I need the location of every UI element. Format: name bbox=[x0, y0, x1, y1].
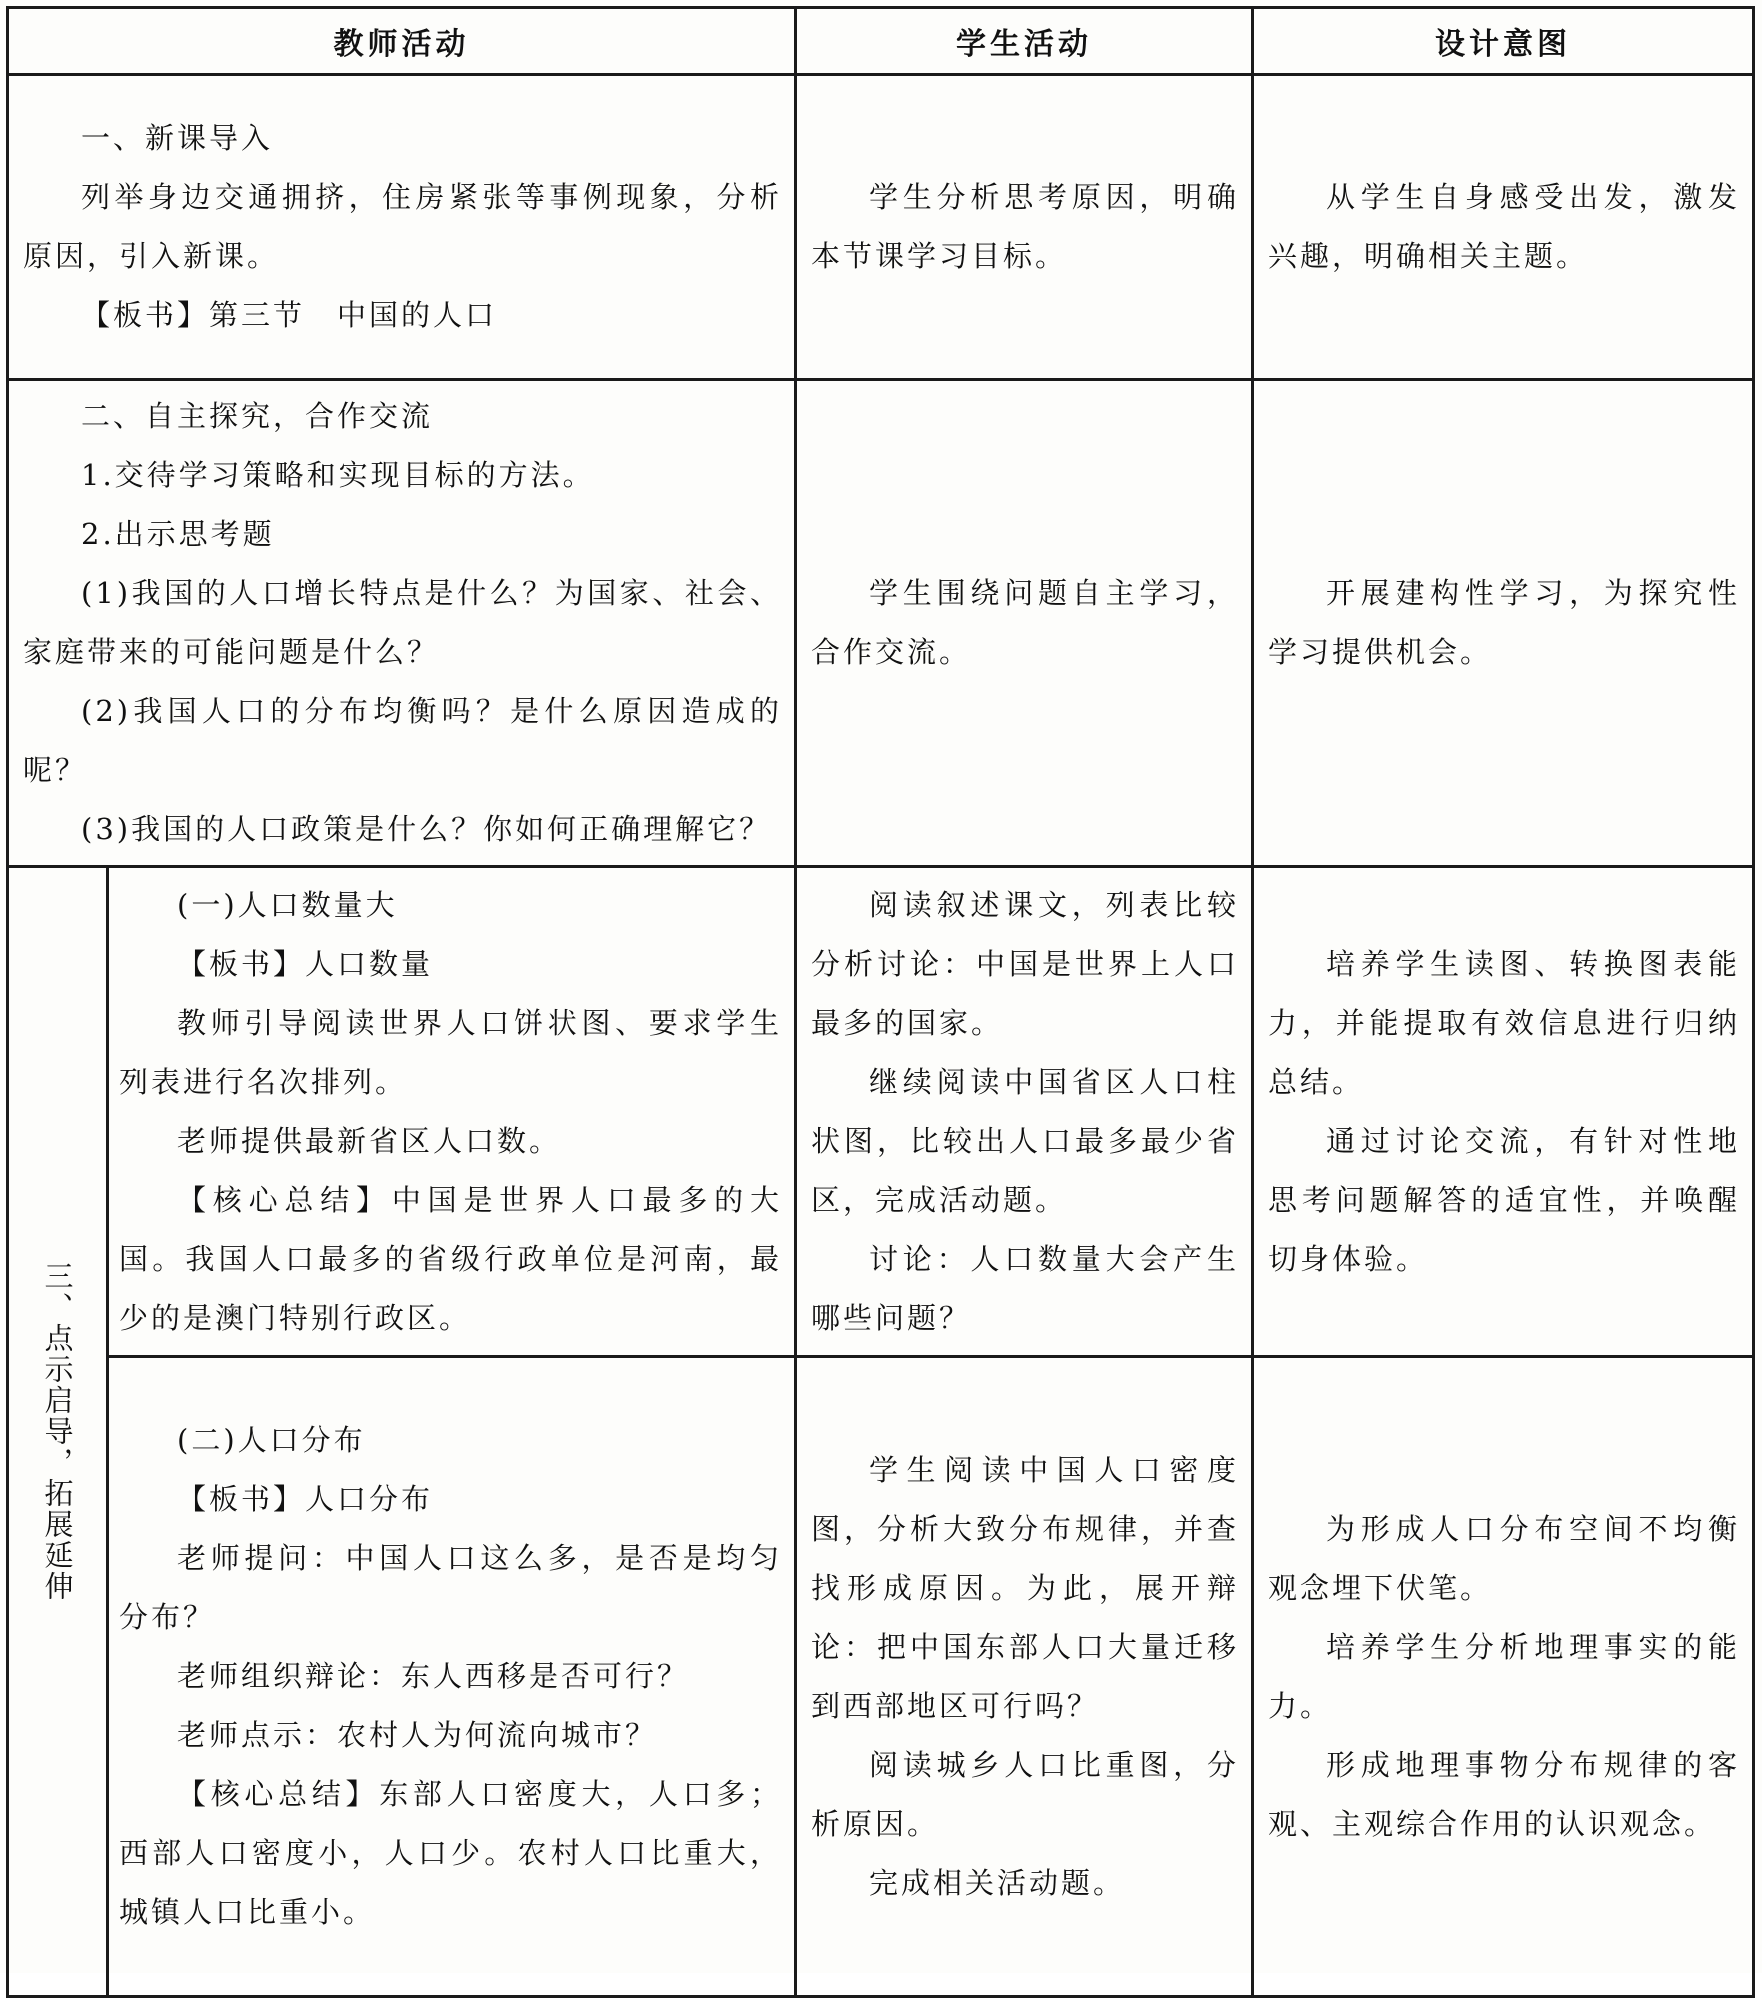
section3-label: 三、点示启导，拓展延伸 bbox=[40, 1261, 75, 1602]
row-population-size bbox=[8, 867, 1754, 1357]
sub2-teacher-question: 老师提问：中国人口这么多，是否是均匀分布？ bbox=[119, 1541, 782, 1634]
header-design-intent: 设计意图 bbox=[1253, 8, 1754, 75]
section3-label-cell bbox=[8, 867, 108, 1997]
sub1-student-text-2: 继续阅读中国省区人口柱状图，比较出人口最多最少省区，完成活动题。 bbox=[811, 1064, 1239, 1217]
sub1-teacher-text-2: 老师提供最新省区人口数。 bbox=[177, 1123, 562, 1158]
row2-step-2: 2.出示思考题 bbox=[81, 517, 275, 551]
row1-intent-cell bbox=[1253, 75, 1754, 380]
row2-intent-cell bbox=[1253, 380, 1754, 867]
header-student-activity: 学生活动 bbox=[796, 8, 1253, 75]
row1-student-text: 学生分析思考原因，明确本节课学习目标。 bbox=[811, 180, 1239, 273]
sub2-intent-text-2: 培养学生分析地理事实的能力。 bbox=[1268, 1629, 1740, 1723]
row2-student-text: 学生围绕问题自主学习，合作交流。 bbox=[811, 576, 1239, 669]
sub2-title: (二)人口分布 bbox=[177, 1423, 366, 1457]
row2-question-1: (1)我国的人口增长特点是什么？为国家、社会、家庭带来的可能问题是什么？ bbox=[23, 576, 782, 669]
row-self-exploration bbox=[8, 380, 1754, 867]
sub1-teacher-text-1: 教师引导阅读世界人口饼状图、要求学生列表进行名次排列。 bbox=[119, 1005, 782, 1099]
row1-teacher-text: 列举身边交通拥挤，住房紧张等事例现象，分析原因，引入新课。 bbox=[23, 180, 782, 273]
sub1-board-note: 【板书】人口数量 bbox=[177, 946, 434, 981]
sub2-intent-text-1: 为形成人口分布空间不均衡观念埋下伏笔。 bbox=[1268, 1511, 1740, 1605]
sub1-student-cell bbox=[796, 867, 1253, 1357]
sub1-intent-cell bbox=[1253, 867, 1754, 1357]
row1-section-title: 一、新课导入 bbox=[81, 121, 274, 155]
sub1-student-text-3: 讨论：人口数量大会产生哪些问题？ bbox=[811, 1241, 1239, 1335]
lesson-plan-table bbox=[6, 6, 1755, 1998]
sub2-intent-text-3: 形成地理事物分布规律的客观、主观综合作用的认识观念。 bbox=[1268, 1747, 1740, 1841]
sub1-intent-text-2: 通过讨论交流，有针对性地思考问题解答的适宜性，并唤醒切身体验。 bbox=[1268, 1123, 1740, 1276]
row1-student-cell bbox=[796, 75, 1253, 380]
row1-intent-text: 从学生自身感受出发，激发兴趣，明确相关主题。 bbox=[1268, 180, 1740, 273]
row1-teacher-cell bbox=[8, 75, 796, 380]
sub2-core-summary: 【核心总结】东部人口密度大，人口多；西部人口密度小，人口少。农村人口比重大，城镇人口比重小。 bbox=[119, 1777, 782, 1929]
sub2-teacher-hint: 老师点示：农村人为何流向城市？ bbox=[177, 1718, 658, 1752]
sub1-teacher-cell bbox=[108, 867, 796, 1357]
sub2-student-text-3: 完成相关活动题。 bbox=[869, 1865, 1126, 1900]
sub2-teacher-cell bbox=[108, 1357, 796, 1997]
header-teacher-activity: 教师活动 bbox=[8, 8, 796, 75]
sub2-student-text-1: 学生阅读中国人口密度图，分析大致分布规律，并查找形成原因。为此，展开辩论：把中国东部人口大量迁移到西部地区可行吗？ bbox=[811, 1452, 1239, 1723]
sub2-board-note: 【板书】人口分布 bbox=[177, 1482, 434, 1516]
row2-intent-text: 开展建构性学习，为探究性学习提供机会。 bbox=[1268, 576, 1740, 669]
header-row bbox=[8, 8, 1754, 75]
sub1-student-text-1: 阅读叙述课文，列表比较分析讨论：中国是世界上人口最多的国家。 bbox=[811, 887, 1239, 1040]
sub2-student-text-2: 阅读城乡人口比重图，分析原因。 bbox=[811, 1747, 1239, 1841]
row2-step-1: 1.交待学习策略和实现目标的方法。 bbox=[81, 458, 595, 492]
row-population-distribution bbox=[8, 1357, 1754, 1997]
sub2-intent-cell bbox=[1253, 1357, 1754, 1997]
sub1-intent-text-1: 培养学生读图、转换图表能力，并能提取有效信息进行归纳总结。 bbox=[1268, 946, 1740, 1099]
row1-board-note: 【板书】第三节 中国的人口 bbox=[81, 298, 498, 332]
row2-question-3: (3)我国的人口政策是什么？你如何正确理解它？ bbox=[81, 812, 772, 846]
sub2-student-cell bbox=[796, 1357, 1253, 1997]
row2-teacher-cell bbox=[8, 380, 796, 867]
sub1-title: (一)人口数量大 bbox=[177, 887, 398, 922]
row2-question-2: (2)我国人口的分布均衡吗？是什么原因造成的呢？ bbox=[23, 694, 782, 787]
sub1-core-summary: 【核心总结】中国是世界人口最多的大国。我国人口最多的省级行政单位是河南，最少的是澳门特别行政区。 bbox=[119, 1182, 782, 1335]
row2-section-title: 二、自主探究，合作交流 bbox=[81, 399, 434, 433]
row2-student-cell bbox=[796, 380, 1253, 867]
row-introduction bbox=[8, 75, 1754, 380]
sub2-teacher-debate: 老师组织辩论：东人西移是否可行？ bbox=[177, 1659, 690, 1693]
